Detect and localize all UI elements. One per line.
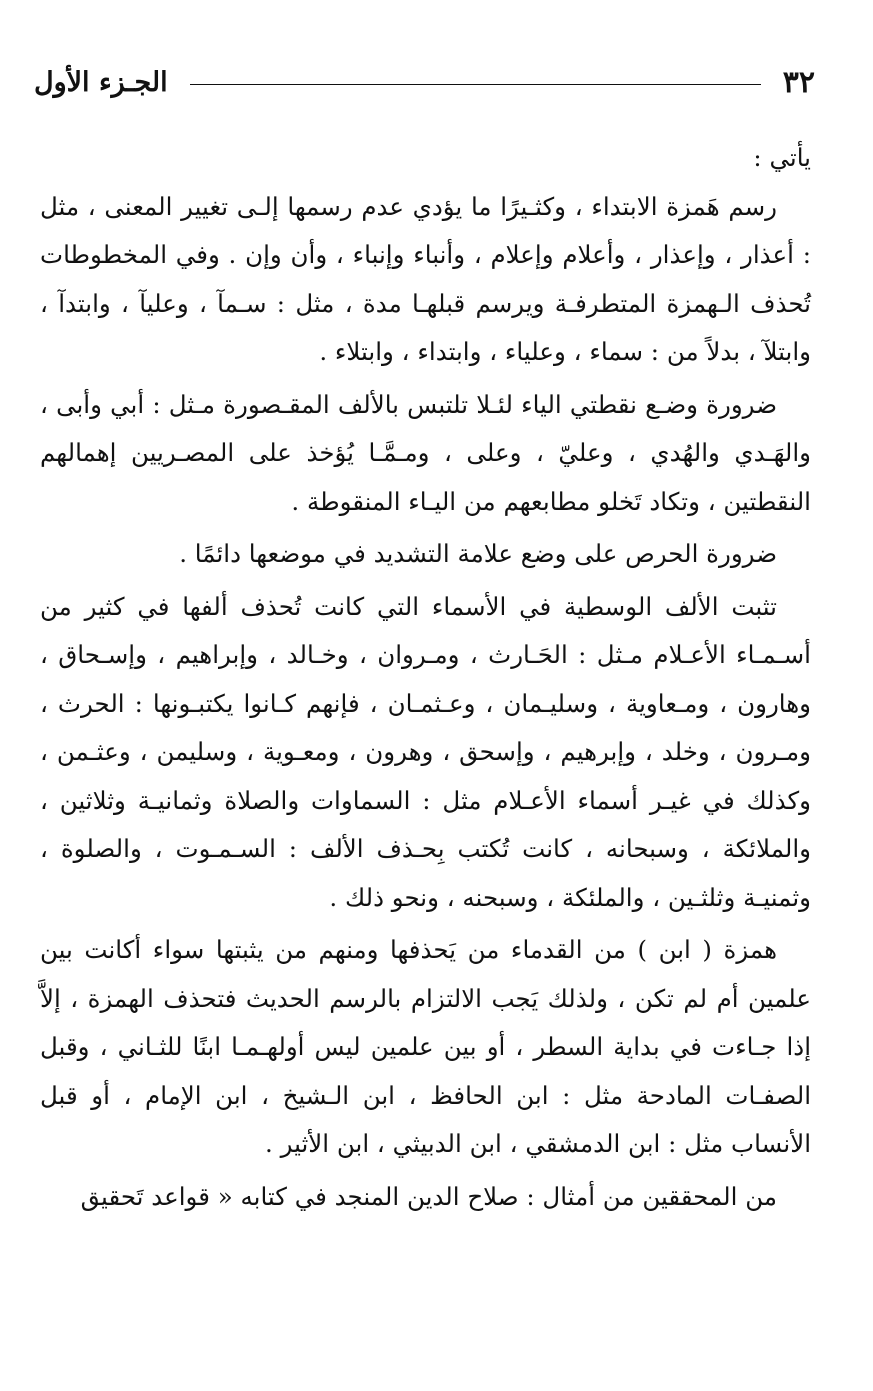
- paragraph-hamzat-ibn: همزة ( ابن ) من القدماء من يَحذفها ومنهم من يثبتها سواء أكانت بين علمين أم لم تكن ، ولذلك يَجب الالتزام بالرسم الحديث فتحذف الهمزة ، إلاَّ إذا جـاءت في بداية السطر ، أو بين علمين ليس أولهـمـا ابنًا للثـاني ، وقبل الصفـات المادحة مثل : ابن الحافظ ، ابن الـشيخ ، ابن الإمام ، أو قبل الأنساب مثل : ابن الدمشقي ، ابن الدبيثي ، ابن الأثير .: [40, 935, 811, 1158]
- paragraph-tashdid: ضرورة الحرص على وضع علامة التشديد في موضعها دائمًا .: [179, 539, 777, 568]
- page-header: [34, 62, 815, 102]
- paragraph-hamza-ibtida: رسم هَمزة الابتداء ، وكثـيرًا ما يؤدي عدم رسمها إلـى تغيير المعنى ، مثل : أعذار ، وإعذار ، وأعلام وإعلام ، وأنباء وإنباء ، وأن وإن . وفي المخطوطات تُحذف الـهمزة المتطرفـة ويرسم قبلهـا مدة ، مثل : سـمآ ، وعليآ ، وابتدآ ، وابتلآ ، بدلاً من : سماء ، وعلياء ، وابتداء ، وابتلاء .: [40, 191, 811, 366]
- paragraph-muhaqqiqun: من المحققين من أمثال : صلاح الدين المنجد في كتابه « قواعد تَحقيق: [80, 1181, 777, 1211]
- paragraph-ya-dots: ضرورة وضـع نقطتي الياء لئـلا تلتبس بالألف المقـصورة مـثل : أبي وأبى ، والهَـدي والهُدي ، وعليّ ، وعلى ، ومـمَّـا يُؤخذ على المصـريين إهمالهم النقطتين ، وتكاد تَخلو مطابعهم من اليـاء المنقوطة .: [40, 389, 811, 516]
- paragraph-medial-alif: تثبت الألف الوسطية في الأسماء التي كانت تُحذف ألفها في كثير من أسـمـاء الأعـلام مـثل : الحَـارث ، ومـروان ، وخـالد ، وإبراهيم ، وإسـحاق ، وهارون ، ومـعاوية ، وسليـمان ، وعـثمـان ، فإنهم كـانوا يكتبـونها : الحرث ، ومـرون ، وخلد ، وإبرهيم ، وإسحق ، وهرون ، ومعـوية ، وسليمن ، وعثـمن ، وكذلك في غيـر أسماء الأعـلام مثل : السماوات والصلاة وثمانيـة وثلاثين ، والملائكة ، وسبحانه ، كانت تُكتب بِحـذف الألف : السـمـوت ، والصلوة ، وثمنيـة وثلثـين ، والملئكة ، وسبحنه ، ونحو ذلك .: [40, 591, 811, 912]
- page-body: [40, 134, 811, 1221]
- running-title: الجـزء الأول: [34, 66, 168, 98]
- paragraph-continuation: يأتي :: [753, 143, 811, 172]
- header-rule: [190, 84, 761, 85]
- page-number: ٣٢: [782, 64, 815, 100]
